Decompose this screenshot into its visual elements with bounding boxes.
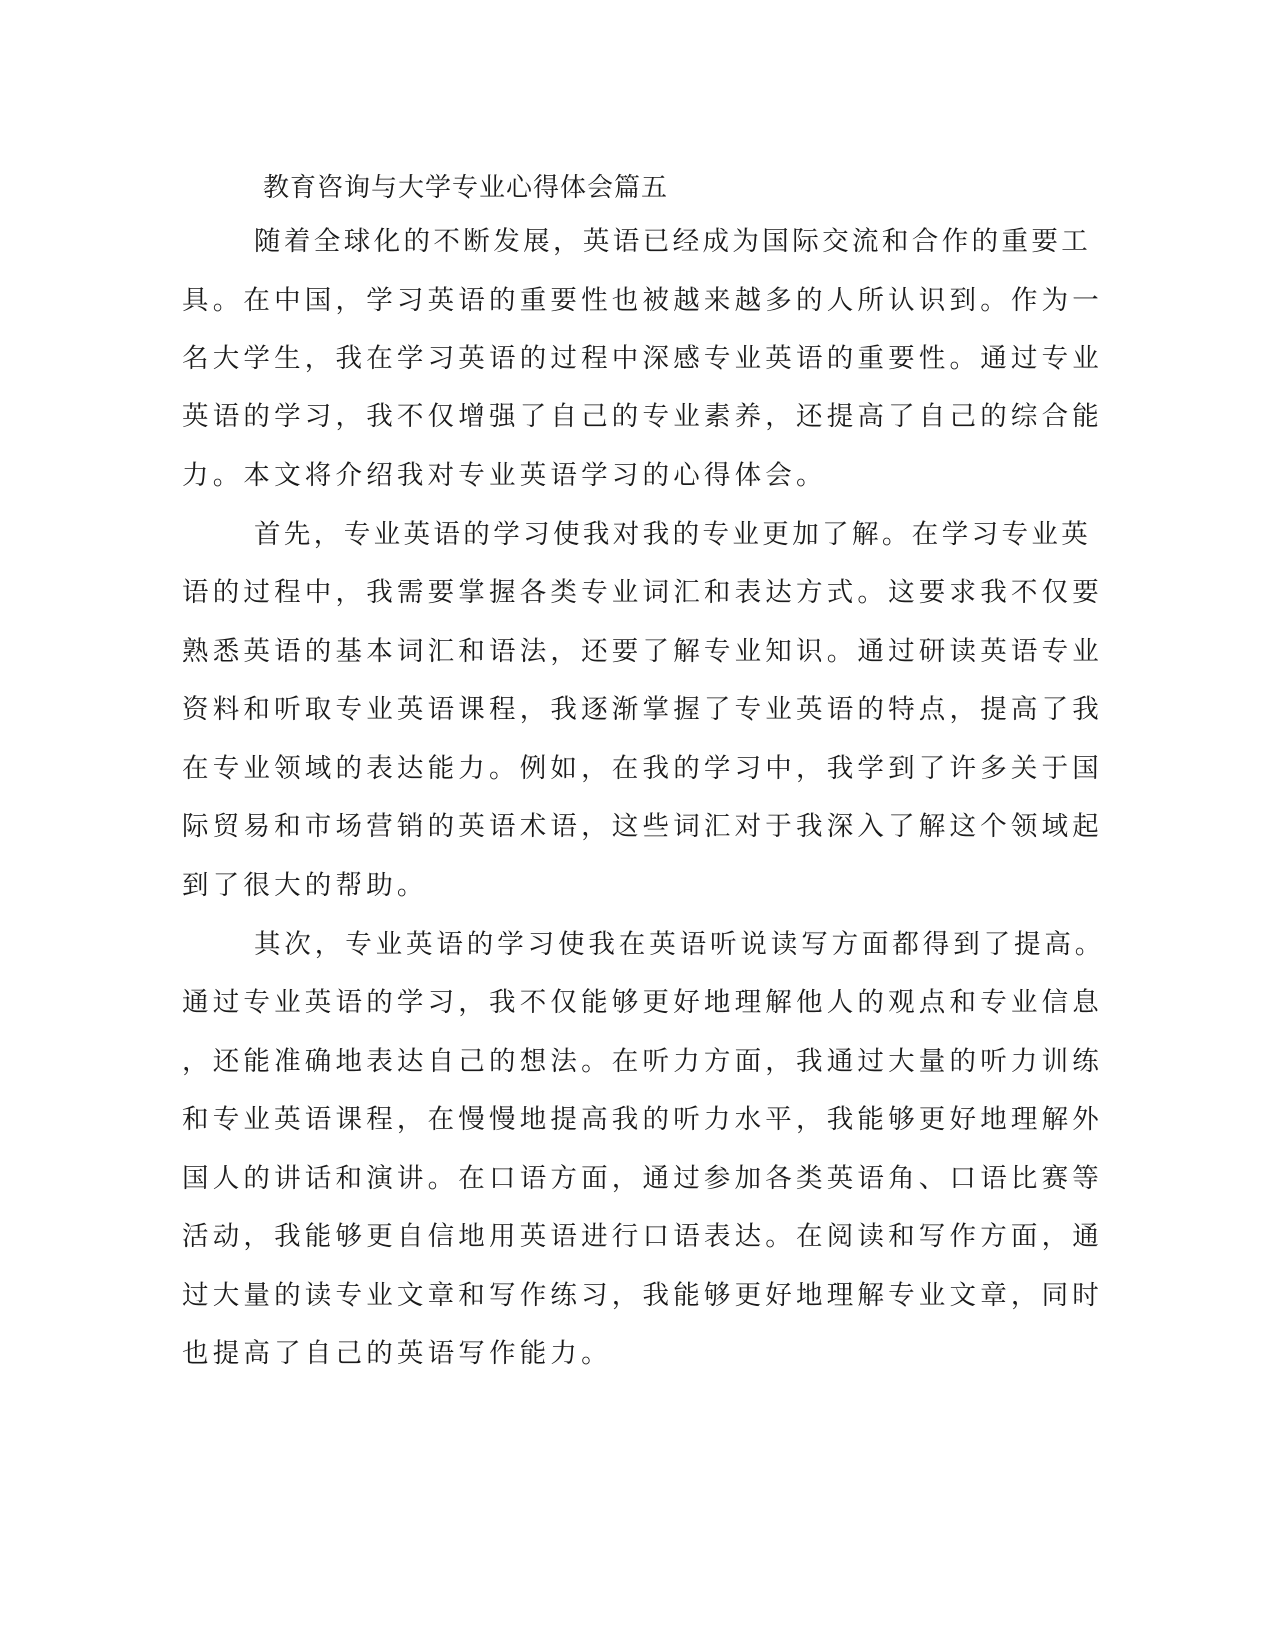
paragraph-2-line-1: 首先，专业英语的学习使我对我的专业更加了解。在学习专业英 [254,519,1092,550]
paragraph-3-line-4: 和专业英语课程，在慢慢地提高我的听力水平，我能够更好地理解外 [182,1104,1103,1135]
paragraph-1-line-3: 名大学生，我在学习英语的过程中深感专业英语的重要性。通过专业 [182,343,1103,374]
paragraph-2-line-7: 到了很大的帮助。 [182,870,428,901]
paragraph-3-line-1: 其次，专业英语的学习使我在英语听说读写方面都得到了提高。 [254,929,1106,960]
paragraph-2-line-6: 际贸易和市场营销的英语术语，这些词汇对于我深入了解这个领域起 [182,811,1103,842]
document-title: 教育咨询与大学专业心得体会篇五 [263,173,669,203]
paragraph-1-line-4: 英语的学习，我不仅增强了自己的专业素养，还提高了自己的综合能 [182,401,1103,432]
paragraph-2-line-3: 熟悉英语的基本词汇和语法，还要了解专业知识。通过研读英语专业 [182,636,1103,667]
paragraph-3-line-6: 活动，我能够更自信地用英语进行口语表达。在阅读和写作方面，通 [182,1221,1103,1252]
paragraph-3-line-5: 国人的讲话和演讲。在口语方面，通过参加各类英语角、口语比赛等 [182,1163,1103,1194]
paragraph-2-line-4: 资料和听取专业英语课程，我逐渐掌握了专业英语的特点，提高了我 [182,694,1103,725]
paragraph-1-line-2: 具。在中国，学习英语的重要性也被越来越多的人所认识到。作为一 [182,285,1103,316]
paragraph-3-line-8: 也提高了自己的英语写作能力。 [182,1338,612,1369]
paragraph-3-line-2: 通过专业英语的学习，我不仅能够更好地理解他人的观点和专业信息 [182,987,1103,1018]
paragraph-3-line-3: ，还能准确地表达自己的想法。在听力方面，我通过大量的听力训练 [182,1046,1103,1077]
paragraph-2-line-5: 在专业领域的表达能力。例如，在我的学习中，我学到了许多关于国 [182,753,1103,784]
paragraph-2-line-2: 语的过程中，我需要掌握各类专业词汇和表达方式。这要求我不仅要 [182,577,1103,608]
paragraph-1-line-5: 力。本文将介绍我对专业英语学习的心得体会。 [182,460,827,491]
paragraph-3-line-7: 过大量的读专业文章和写作练习，我能够更好地理解专业文章，同时 [182,1280,1103,1311]
paragraph-1-line-1: 随着全球化的不断发展，英语已经成为国际交流和合作的重要工 [254,226,1092,257]
